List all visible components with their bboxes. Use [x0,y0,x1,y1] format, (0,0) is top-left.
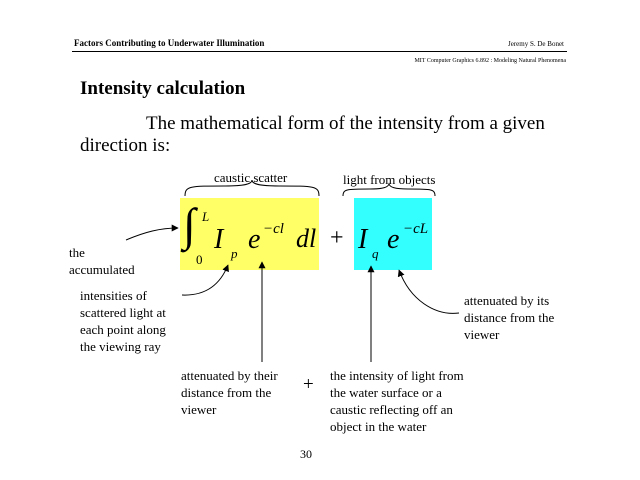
slide-heading: Intensity calculation [80,78,246,99]
annotation-line: distance from the [464,310,555,325]
accumulated-arrow [126,228,178,240]
header-title: Factors Contributing to Underwater Illumination [74,38,265,48]
exponent-cL: −cL [403,221,429,237]
annotation-line: attenuated by its [464,293,550,308]
subscript-p: p [231,246,238,261]
annotation-line: each point along [80,322,166,337]
subscript-q: q [372,246,379,261]
annotation-line: the viewing ray [80,339,161,354]
annotation-line: the [69,245,85,260]
annotation-line: attenuated by their [181,368,278,383]
annotation-line: the water surface or a [330,385,442,400]
header-course: MIT Computer Graphics 6.892 : Modeling Natural Phenomena [414,58,566,64]
light-from-objects-brace [343,184,435,196]
integral-upper-limit: L [202,209,210,224]
annotation-line: viewer [464,327,500,342]
integral-lower-limit: 0 [196,252,203,267]
annotation-plus: + [303,374,314,395]
annotation-line: distance from the [181,385,272,400]
annotation-line: accumulated [69,262,135,277]
header-author: Jeremy S. De Bonet [508,40,564,48]
page-number: 30 [300,447,312,461]
annotation-line: intensities of [80,288,147,303]
formula-plus: + [330,225,344,251]
differential-dl: dl [296,224,317,253]
annotation-line: scattered light at [80,305,166,320]
exponential-base-2: e [387,224,400,255]
annotation-line: object in the water [330,419,427,434]
caustic-scatter-label: caustic scatter [214,170,288,185]
caustic-scatter-brace [185,180,319,196]
attenuated-its-arrow [399,270,459,313]
intensity-symbol-p: I [214,224,224,255]
annotation-line: viewer [181,402,217,417]
exponential-base-1: e [248,224,261,255]
intensities-arrow [182,265,228,295]
annotation-line: the intensity of light from [330,368,464,383]
exponent-cl: −cl [263,221,284,237]
light-from-objects-label: light from objects [343,172,436,187]
intro-text: The mathematical form of the intensity from a given direction is: [80,113,545,156]
intensity-symbol-q: I [358,224,368,255]
integral-sign: ∫ [183,199,196,250]
annotation-line: caustic reflecting off an [330,402,453,417]
